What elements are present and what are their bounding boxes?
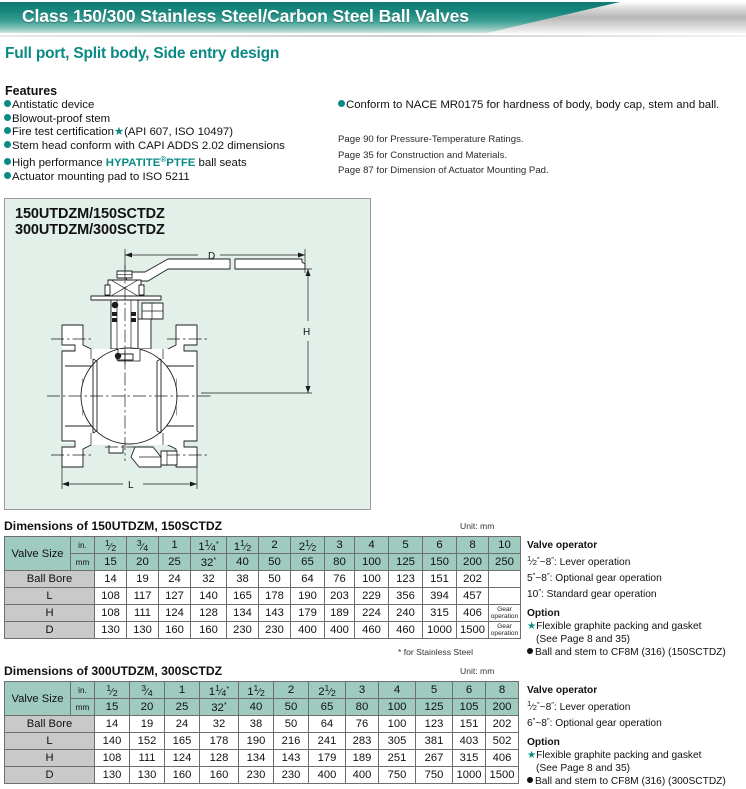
option-dot-line <box>527 646 746 659</box>
data-cell: 230 <box>259 622 291 639</box>
data-cell: 400 <box>346 767 379 784</box>
registered-mark: ® <box>160 155 167 165</box>
size-mm-cell: 25 <box>165 699 200 716</box>
feature-label: Stem head conform with CAPI ADDS 2.02 dimensions <box>12 139 285 152</box>
feature-item <box>4 99 349 113</box>
option-star-subline: (See Page 8 and 35) <box>536 763 631 774</box>
row-label: L <box>5 588 95 605</box>
data-cell: 315 <box>423 605 457 622</box>
dimensions-table-150 <box>4 536 521 639</box>
data-cell: 111 <box>127 605 159 622</box>
size-mm-cell: 150 <box>423 554 457 571</box>
data-cell: 190 <box>291 588 325 605</box>
operator-line: $^1$⁄2″~8″: Lever operation <box>527 699 631 713</box>
size-in-cell: 3 <box>325 537 355 554</box>
data-cell: 38 <box>227 571 259 588</box>
data-cell: 460 <box>389 622 423 639</box>
feature-item <box>4 153 349 171</box>
size-mm-cell: 100 <box>379 699 416 716</box>
data-cell: 230 <box>227 622 259 639</box>
page-reference: Page 35 for Construction and Materials. <box>338 149 508 161</box>
bullet-icon <box>527 777 533 783</box>
size-mm-cell: 100 <box>355 554 389 571</box>
features-list-left <box>4 99 349 185</box>
size-mm-cell: 15 <box>95 554 127 571</box>
data-cell: 130 <box>95 622 127 639</box>
size-in-cell: 8 <box>457 537 489 554</box>
bullet-icon <box>4 172 11 179</box>
bullet-icon <box>4 141 11 148</box>
data-cell: 356 <box>389 588 423 605</box>
dimension-label-l: L <box>128 480 134 491</box>
size-mm-cell: 40 <box>239 699 274 716</box>
size-in-cell: 4 <box>379 682 416 699</box>
table2-side-notes <box>527 684 746 788</box>
size-mm-cell: 125 <box>389 554 423 571</box>
operator-line: 5″~8″: Optional gear operation <box>527 571 662 584</box>
option-star-line <box>527 749 746 762</box>
feature-item <box>4 113 349 127</box>
size-mm-cell: 40 <box>227 554 259 571</box>
row-label: Ball Bore <box>5 716 95 733</box>
unit-in-label: in. <box>71 682 95 699</box>
data-cell: 305 <box>379 733 416 750</box>
valve-size-label: Valve Size <box>5 682 71 716</box>
data-cell: 394 <box>423 588 457 605</box>
feature-label: Blowout-proof stem <box>12 112 111 125</box>
size-in-cell: $1^1⁄2$ <box>227 537 259 554</box>
feature-label: High performance <box>12 157 103 170</box>
brand-hypatite: HYPATITE <box>105 157 161 170</box>
size-mm-cell: 20 <box>130 699 165 716</box>
data-cell: 400 <box>325 622 355 639</box>
page-reference: Page 87 for Dimension of Actuator Mounting Pad. <box>338 165 549 176</box>
data-cell: 189 <box>325 605 355 622</box>
table1-unit-label: Unit: mm <box>460 521 495 531</box>
bullet-icon <box>4 158 11 165</box>
size-in-cell: $2^1⁄2$ <box>291 537 325 554</box>
data-cell: 124 <box>159 605 191 622</box>
data-cell: 50 <box>274 716 309 733</box>
data-cell: 202 <box>486 716 519 733</box>
data-cell: 1000 <box>453 767 486 784</box>
row-label: L <box>5 733 95 750</box>
valve-operator-heading: Valve operator <box>527 540 598 551</box>
data-cell: 750 <box>379 767 416 784</box>
data-cell: 202 <box>457 571 489 588</box>
dimension-label-d: D <box>208 251 216 262</box>
size-in-cell: 5 <box>416 682 453 699</box>
size-mm-cell: 65 <box>309 699 346 716</box>
page-reference-list <box>338 132 549 179</box>
data-cell: 19 <box>130 716 165 733</box>
data-cell: 406 <box>486 750 519 767</box>
banner-underline <box>0 35 746 37</box>
unit-in-label: in. <box>71 537 95 554</box>
data-cell: 50 <box>259 571 291 588</box>
data-cell: 64 <box>291 571 325 588</box>
table-row <box>5 767 519 784</box>
data-cell: 1500 <box>486 767 519 784</box>
size-mm-cell: 200 <box>457 554 489 571</box>
data-cell: 24 <box>159 571 191 588</box>
size-mm-cell: 32* <box>200 699 239 716</box>
size-in-cell: $1^1⁄4^*$ <box>200 682 239 699</box>
size-in-cell: 10 <box>489 537 521 554</box>
feature-tail: ball seats <box>195 157 247 170</box>
size-in-cell: $^3$⁄4 <box>127 537 159 554</box>
size-mm-cell: 250 <box>489 554 521 571</box>
size-mm-cell: 50 <box>259 554 291 571</box>
option-heading: Option <box>527 737 560 748</box>
valve-operator-heading: Valve operator <box>527 685 598 696</box>
valve-diagram-panel <box>4 198 371 510</box>
data-cell: 230 <box>274 767 309 784</box>
data-cell: 100 <box>379 716 416 733</box>
data-cell: 76 <box>325 571 355 588</box>
data-cell: 151 <box>423 571 457 588</box>
gear-operation-note: Gear operation <box>489 622 521 639</box>
size-in-cell: $^3$⁄4 <box>130 682 165 699</box>
size-in-cell: 6 <box>423 537 457 554</box>
table1-side-notes <box>527 539 746 659</box>
unit-mm-label: mm <box>71 554 95 571</box>
feature-suffix: (API 607, ISO 10497) <box>124 126 234 139</box>
table2-title: Dimensions of 300UTDZM, 300SCTDZ <box>4 664 223 678</box>
table1-footnote: * for Stainless Steel <box>398 647 473 657</box>
option-heading: Option <box>527 608 560 619</box>
data-cell: 400 <box>291 622 325 639</box>
option-star-subline: (See Page 8 and 35) <box>536 634 631 645</box>
size-in-cell: $1^1⁄2$ <box>239 682 274 699</box>
data-cell: 152 <box>130 733 165 750</box>
bullet-icon <box>4 100 11 107</box>
data-cell: 457 <box>457 588 489 605</box>
data-cell: 1500 <box>457 622 489 639</box>
size-in-cell: 1 <box>159 537 191 554</box>
feature-item <box>338 99 746 113</box>
data-cell: 100 <box>355 571 389 588</box>
row-label: Ball Bore <box>5 571 95 588</box>
option-dot-line <box>527 775 746 788</box>
data-cell: 165 <box>165 733 200 750</box>
bullet-icon <box>4 127 11 134</box>
option-star-line <box>527 620 746 633</box>
model-line-2: 300UTDZM/300SCTDZ <box>15 222 165 238</box>
data-cell: 750 <box>416 767 453 784</box>
table-row <box>5 750 519 767</box>
table-row <box>5 716 519 733</box>
data-cell: 108 <box>95 750 130 767</box>
size-mm-cell: 200 <box>486 699 519 716</box>
dimensions-table-300 <box>4 681 519 784</box>
table-row-header-in <box>5 682 519 699</box>
feature-item <box>4 140 349 154</box>
page-header-banner <box>0 2 746 33</box>
data-cell-empty <box>489 588 521 605</box>
table-row <box>5 588 521 605</box>
data-cell: 179 <box>309 750 346 767</box>
table-row <box>5 622 521 639</box>
size-in-cell: $^1$⁄2 <box>95 682 130 699</box>
data-cell: 128 <box>200 750 239 767</box>
data-cell: 24 <box>165 716 200 733</box>
row-label: H <box>5 605 95 622</box>
page-title: Class 150/300 Stainless Steel/Carbon Steel Ball Valves <box>22 6 469 26</box>
data-cell: 160 <box>159 622 191 639</box>
data-cell: 123 <box>416 716 453 733</box>
data-cell: 32 <box>191 571 227 588</box>
table-row-header-mm <box>5 554 521 571</box>
feature-label: Fire test certification <box>12 126 114 139</box>
data-cell: 189 <box>346 750 379 767</box>
operator-line: 10″: Standard gear operation <box>527 587 657 600</box>
data-cell-empty <box>489 571 521 588</box>
data-cell: 1000 <box>423 622 457 639</box>
data-cell: 76 <box>346 716 379 733</box>
dimension-label-h: H <box>303 327 311 338</box>
size-mm-cell: 25 <box>159 554 191 571</box>
data-cell: 165 <box>227 588 259 605</box>
data-cell: 178 <box>200 733 239 750</box>
data-cell: 179 <box>291 605 325 622</box>
gear-operation-note: Gear operation <box>489 605 521 622</box>
size-in-cell: $^1$⁄2 <box>95 537 127 554</box>
size-in-cell: 2 <box>274 682 309 699</box>
table-row <box>5 605 521 622</box>
size-mm-cell: 80 <box>325 554 355 571</box>
size-in-cell: 4 <box>355 537 389 554</box>
row-label: H <box>5 750 95 767</box>
data-cell: 111 <box>130 750 165 767</box>
data-cell: 400 <box>309 767 346 784</box>
features-list-right <box>338 99 746 113</box>
data-cell: 19 <box>127 571 159 588</box>
data-cell: 124 <box>165 750 200 767</box>
row-label: D <box>5 622 95 639</box>
size-in-cell: 2 <box>259 537 291 554</box>
data-cell: 190 <box>239 733 274 750</box>
data-cell: 14 <box>95 716 130 733</box>
feature-item <box>4 171 349 185</box>
data-cell: 127 <box>159 588 191 605</box>
size-in-cell: 5 <box>389 537 423 554</box>
data-cell: 64 <box>309 716 346 733</box>
size-mm-cell: 15 <box>95 699 130 716</box>
page-subtitle: Full port, Split body, Side entry design <box>5 45 280 62</box>
operator-line: 6″~8″: Optional gear operation <box>527 716 662 729</box>
size-in-cell: $1^1⁄4^*$ <box>191 537 227 554</box>
data-cell: 160 <box>165 767 200 784</box>
size-in-cell: 3 <box>346 682 379 699</box>
data-cell: 130 <box>127 622 159 639</box>
data-cell: 140 <box>191 588 227 605</box>
star-icon: ★ <box>113 126 125 139</box>
ball-valve-cross-section-drawing <box>5 199 371 510</box>
size-mm-cell: 105 <box>453 699 486 716</box>
data-cell: 203 <box>325 588 355 605</box>
data-cell: 32 <box>200 716 239 733</box>
table-row-header-in <box>5 537 521 554</box>
data-cell: 216 <box>274 733 309 750</box>
option-dot-label: Ball and stem to CF8M (316) (300SCTDZ) <box>535 776 726 787</box>
data-cell: 143 <box>274 750 309 767</box>
option-star-label: Flexible graphite packing and gasket <box>536 621 702 632</box>
unit-mm-label: mm <box>71 699 95 716</box>
table2-unit-label: Unit: mm <box>460 666 495 676</box>
data-cell: 241 <box>309 733 346 750</box>
option-dot-label: Ball and stem to CF8M (316) (150SCTDZ) <box>535 647 726 658</box>
data-cell: 502 <box>486 733 519 750</box>
data-cell: 230 <box>239 767 274 784</box>
data-cell: 224 <box>355 605 389 622</box>
data-cell: 123 <box>389 571 423 588</box>
size-mm-cell: 32* <box>191 554 227 571</box>
data-cell: 178 <box>259 588 291 605</box>
data-cell: 117 <box>127 588 159 605</box>
data-cell: 240 <box>389 605 423 622</box>
valve-size-label: Valve Size <box>5 537 71 571</box>
table-row-header-mm <box>5 699 519 716</box>
size-mm-cell: 50 <box>274 699 309 716</box>
data-cell: 460 <box>355 622 389 639</box>
data-cell: 143 <box>259 605 291 622</box>
data-cell: 14 <box>95 571 127 588</box>
feature-item <box>4 126 349 140</box>
star-icon: ★ <box>527 750 537 761</box>
option-star-label: Flexible graphite packing and gasket <box>536 750 702 761</box>
data-cell: 251 <box>379 750 416 767</box>
data-cell: 406 <box>457 605 489 622</box>
data-cell: 38 <box>239 716 274 733</box>
size-mm-cell: 80 <box>346 699 379 716</box>
operator-line: $^1$⁄2″~8″: Lever operation <box>527 554 631 568</box>
page-reference: Page 90 for Pressure-Temperature Ratings. <box>338 134 524 145</box>
bullet-icon <box>527 648 533 654</box>
size-mm-cell: 65 <box>291 554 325 571</box>
data-cell: 128 <box>191 605 227 622</box>
data-cell: 130 <box>95 767 130 784</box>
data-cell: 108 <box>95 588 127 605</box>
bullet-icon <box>4 114 11 121</box>
table-row <box>5 571 521 588</box>
data-cell: 267 <box>416 750 453 767</box>
data-cell: 315 <box>453 750 486 767</box>
table-row <box>5 733 519 750</box>
size-in-cell: $2^1⁄2$ <box>309 682 346 699</box>
model-line-1: 150UTDZM/150SCTDZ <box>15 206 165 222</box>
data-cell: 160 <box>191 622 227 639</box>
size-in-cell: 6 <box>453 682 486 699</box>
size-mm-cell: 125 <box>416 699 453 716</box>
size-in-cell: 8 <box>486 682 519 699</box>
data-cell: 108 <box>95 605 127 622</box>
row-label: D <box>5 767 95 784</box>
data-cell: 130 <box>130 767 165 784</box>
data-cell: 403 <box>453 733 486 750</box>
feature-label: Conform to NACE MR0175 for hardness of body, body cap, stem and ball. <box>346 99 720 111</box>
bullet-icon <box>338 100 345 107</box>
size-mm-cell: 20 <box>127 554 159 571</box>
data-cell: 283 <box>346 733 379 750</box>
features-heading: Features <box>5 84 58 98</box>
data-cell: 140 <box>95 733 130 750</box>
brand-ptfe: PTFE <box>166 157 196 170</box>
data-cell: 229 <box>355 588 389 605</box>
feature-label: Antistatic device <box>12 99 95 111</box>
size-in-cell: 1 <box>165 682 200 699</box>
table1-title: Dimensions of 150UTDZM, 150SCTDZ <box>4 519 223 533</box>
star-icon: ★ <box>527 621 537 632</box>
data-cell: 381 <box>416 733 453 750</box>
feature-label: Actuator mounting pad to ISO 5211 <box>12 170 190 183</box>
data-cell: 160 <box>200 767 239 784</box>
data-cell: 134 <box>227 605 259 622</box>
data-cell: 134 <box>239 750 274 767</box>
data-cell: 151 <box>453 716 486 733</box>
